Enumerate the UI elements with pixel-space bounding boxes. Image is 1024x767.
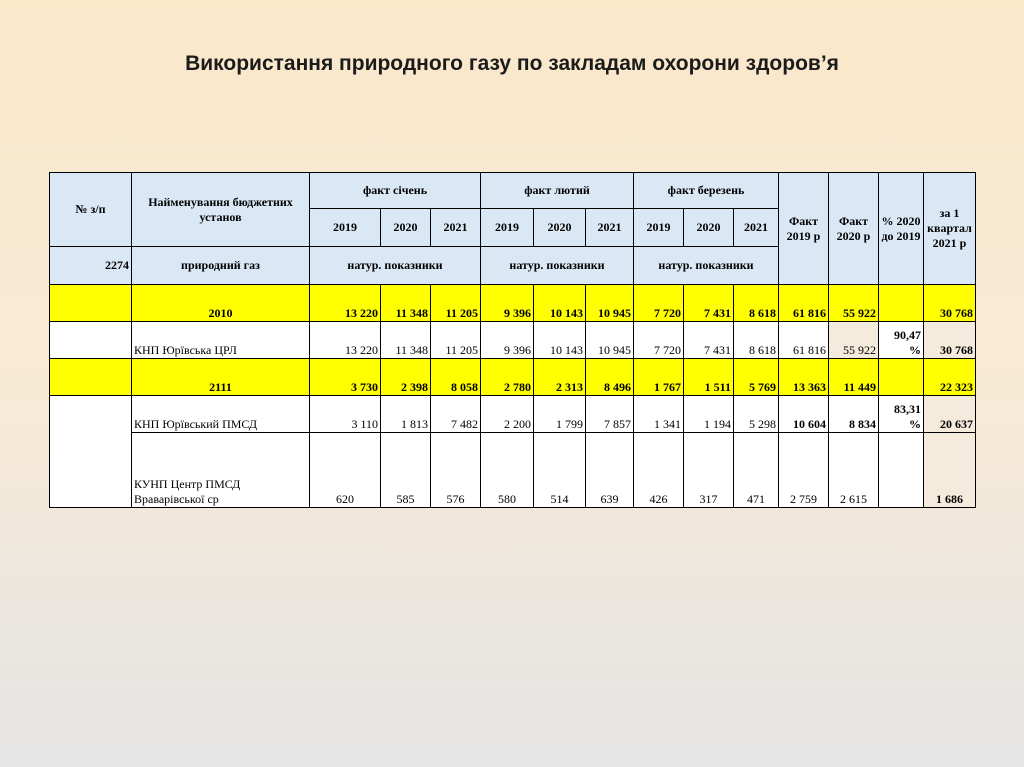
- cell: 20 637: [924, 396, 976, 433]
- cell: 1 767: [634, 359, 684, 396]
- cell: 2 759: [779, 433, 829, 508]
- header-units-feb: натур. показники: [481, 247, 634, 285]
- cell: 7 720: [634, 285, 684, 322]
- percent-cell: 83,31 %: [879, 396, 924, 433]
- cell: 7 720: [634, 322, 684, 359]
- year-feb-2021: 2021: [586, 209, 634, 247]
- cell: 22 323: [924, 359, 976, 396]
- cell: 585: [381, 433, 431, 508]
- year-jan-2020: 2020: [381, 209, 431, 247]
- cell: 576: [431, 433, 481, 508]
- cell: 10 945: [586, 322, 634, 359]
- cell: 2 200: [481, 396, 534, 433]
- cell: 61 816: [779, 322, 829, 359]
- cell: 2 780: [481, 359, 534, 396]
- year-jan-2019: 2019: [310, 209, 381, 247]
- cell: 8 496: [586, 359, 634, 396]
- header-march: факт березень: [634, 173, 779, 209]
- header-fact-2020: Факт 2020 р: [829, 173, 879, 285]
- year-mar-2019: 2019: [634, 209, 684, 247]
- table-row: [50, 433, 976, 508]
- row-name: КНП Юрївська ЦРЛ: [132, 322, 310, 359]
- header-percent: % 2020 до 2019: [879, 173, 924, 285]
- percent-cell: 90,47 %: [879, 322, 924, 359]
- header-february: факт лютий: [481, 173, 634, 209]
- page-title: Використання природного газу по закладам охорони здоров’я: [185, 52, 839, 75]
- cell: 3 110: [310, 396, 381, 433]
- row-num-cell: [50, 396, 132, 508]
- table-row: [50, 396, 976, 433]
- year-feb-2020: 2020: [534, 209, 586, 247]
- year-mar-2020: 2020: [684, 209, 734, 247]
- cell: 1 341: [634, 396, 684, 433]
- cell: 8 618: [734, 285, 779, 322]
- cell: 55 922: [829, 322, 879, 359]
- cell: 2 615: [829, 433, 879, 508]
- row-name: 2010: [132, 285, 310, 322]
- cell: 7 857: [586, 396, 634, 433]
- cell: 11 348: [381, 285, 431, 322]
- cell: 514: [534, 433, 586, 508]
- row-name: 2111: [132, 359, 310, 396]
- cell: 639: [586, 433, 634, 508]
- cell: 61 816: [779, 285, 829, 322]
- cell: 1 511: [684, 359, 734, 396]
- row-name: КУНП Центр ПМСД Враварівської ср: [132, 433, 310, 508]
- row-num-cell: [50, 322, 132, 359]
- cell: 8 834: [829, 396, 879, 433]
- header-q1-2021: за 1 квартал 2021 р: [924, 173, 976, 285]
- header-units-jan: натур. показники: [310, 247, 481, 285]
- cell: [879, 285, 924, 322]
- cell: 9 396: [481, 322, 534, 359]
- cell: 1 194: [684, 396, 734, 433]
- cell: 2 313: [534, 359, 586, 396]
- cell: 11 348: [381, 322, 431, 359]
- cell: 30 768: [924, 285, 976, 322]
- cell: 1 686: [924, 433, 976, 508]
- cell: 55 922: [829, 285, 879, 322]
- cell: 13 220: [310, 322, 381, 359]
- year-mar-2021: 2021: [734, 209, 779, 247]
- cell: 8 618: [734, 322, 779, 359]
- cell: 30 768: [924, 322, 976, 359]
- cell: 5 298: [734, 396, 779, 433]
- cell: 426: [634, 433, 684, 508]
- table-row: [50, 322, 976, 359]
- cell: 2 398: [381, 359, 431, 396]
- header-name: Найменування бюджетних установ: [132, 173, 310, 247]
- cell: 10 143: [534, 285, 586, 322]
- cell: 5 769: [734, 359, 779, 396]
- year-feb-2019: 2019: [481, 209, 534, 247]
- cell: 13 363: [779, 359, 829, 396]
- cell: 1 813: [381, 396, 431, 433]
- cell: 9 396: [481, 285, 534, 322]
- cell: 8 058: [431, 359, 481, 396]
- cell: 7 431: [684, 322, 734, 359]
- cell: 10 143: [534, 322, 586, 359]
- row-name: КНП Юрївський ПМСД: [132, 396, 310, 433]
- cell: 7 431: [684, 285, 734, 322]
- header-fact-2019: Факт 2019 р: [779, 173, 829, 285]
- cell: [879, 359, 924, 396]
- cell: 10 604: [779, 396, 829, 433]
- cell: 11 449: [829, 359, 879, 396]
- header-code: 2274: [50, 247, 132, 285]
- cell: 580: [481, 433, 534, 508]
- cell: 13 220: [310, 285, 381, 322]
- cell: 471: [734, 433, 779, 508]
- gas-usage-table: [49, 172, 976, 508]
- cell: 11 205: [431, 322, 481, 359]
- header-units-mar: натур. показники: [634, 247, 779, 285]
- table-row: [50, 285, 976, 322]
- row-num-cell: [50, 285, 132, 322]
- row-num-cell: [50, 359, 132, 396]
- percent-cell: [879, 433, 924, 508]
- cell: 3 730: [310, 359, 381, 396]
- cell: 10 945: [586, 285, 634, 322]
- header-num: № з/п: [50, 173, 132, 247]
- header-gas: природний газ: [132, 247, 310, 285]
- cell: 317: [684, 433, 734, 508]
- table-row: [50, 359, 976, 396]
- year-jan-2021: 2021: [431, 209, 481, 247]
- cell: 620: [310, 433, 381, 508]
- header-january: факт січень: [310, 173, 481, 209]
- cell: 11 205: [431, 285, 481, 322]
- cell: 1 799: [534, 396, 586, 433]
- cell: 7 482: [431, 396, 481, 433]
